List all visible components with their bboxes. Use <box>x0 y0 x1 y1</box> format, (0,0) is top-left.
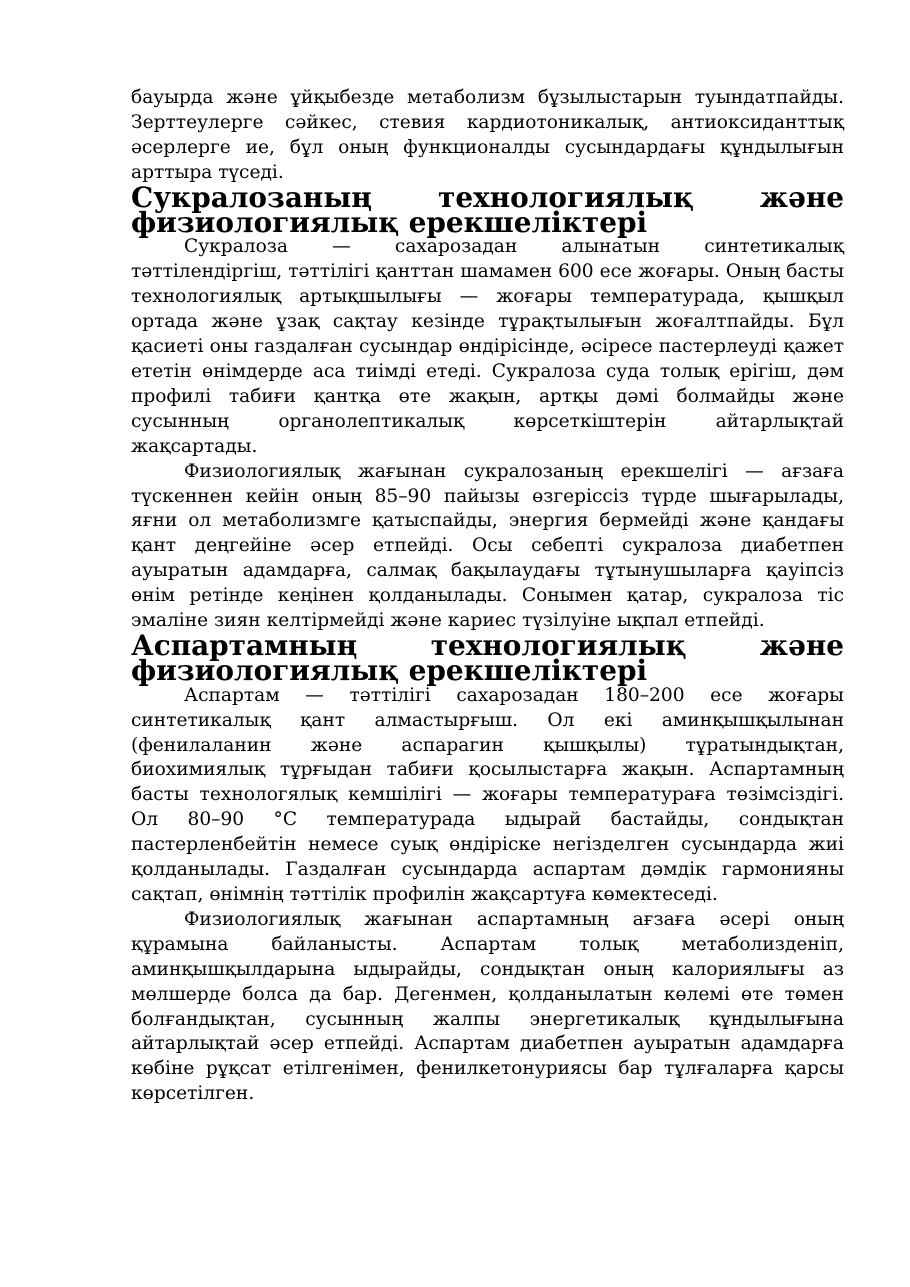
section-heading-aspartame: Аспартамның технологиялық және физиологиялық ерекшеліктері <box>131 628 844 687</box>
continuation-paragraph: бауырда және ұйқыбезде метаболизм бұзылыстарын туындатпайды. Зерттеулерге сәйкес, стевия кардиотоникалық, антиоксиданттық әсерлерге ие, бұл оның функционалды сусындардағы құндылығын арттыра түседі. <box>131 87 844 183</box>
sucralose-physiology-paragraph: Физиологиялық жағынан сукралозаның ерекшелігі — ағзаға түскеннен кейін оның 85–90 пайызы өзгеріссіз түрде шығарылады, яғни ол метаболизмге қатыспайды, энергия бермейді және қандағы қант деңгейіне әсер етпейді. Осы себепті сукралоза диабетпен ауыратын адамдарға, салмақ бақылаудағы тұтынушыларға қауіпсіз өнім ретінде кеңінен қолданылады. Сонымен қатар, сукралоза тіс эмаліне зиян келтірмейді және кариес түзілуіне ықпал етпейді. <box>131 460 844 632</box>
aspartame-technology-paragraph: Аспартам — тәттілігі сахарозадан 180–200 есе жоғары синтетикалық қант алмастырғыш. Ол екі аминқышқылынан (фенилаланин және аспарагин қышқылы) тұратындықтан, биохимиялық тұрғыдан табиғи қосылыстарға жақын. Аспартамның басты технологялық кемшілігі — жоғары температураға төзімсіздігі. Ол 80–90 °С температурада ыдырай бастайды, сондықтан пастерленбейтін немесе суық өндіріске негізделген сусындарда жиі қолданылады. Газдалған сусындарда аспартам дәмдік гармонияны сақтап, өнімнің тәттілік профилін жақсартуға көмектеседі. <box>131 684 844 905</box>
document-page <box>131 86 844 1107</box>
aspartame-physiology-paragraph: Физиологиялық жағынан аспартамның ағзаға әсері оның құрамына байланысты. Аспартам толық метаболизденіп, аминқышқылдарына ыдырайды, сондықтан оның калориялығы аз мөлшерде болса да бар. Дегенмен, қолданылатын көлемі өте төмен болғандықтан, сусынның жалпы энергетикалық құндылығына айтарлықтай әсер етпейді. Аспартам диабетпен ауыратын адамдарға көбіне рұқсат етілгенімен, фенилкетонуриясы бар тұлғаларға қарсы көрсетілген. <box>131 908 844 1105</box>
section-heading-sucralose: Сукралозаның технологиялық және физиологиялық ерекшеліктері <box>131 180 844 239</box>
sucralose-technology-paragraph: Сукралоза — сахарозадан алынатын синтетикалық тәттілендіргіш, тәттілігі қанттан шамамен 600 есе жоғары. Оның басты технологиялық артықшылығы — жоғары температурада, қышқыл ортада және ұзақ сақтау кезінде тұрақтылығын жоғалтпайды. Бұл қасиеті оны газдалған сусындар өндірісінде, әсіресе пастерлеуді қажет ететін өнімдерде аса тиімді етеді. Сукралоза суда толық ерігіш, дәм профилі табиғи қантқа өте жақын, артқы дәмі болмайды және сусынның органолептикалық көрсеткіштерін айтарлықтай жақсартады. <box>131 236 844 457</box>
